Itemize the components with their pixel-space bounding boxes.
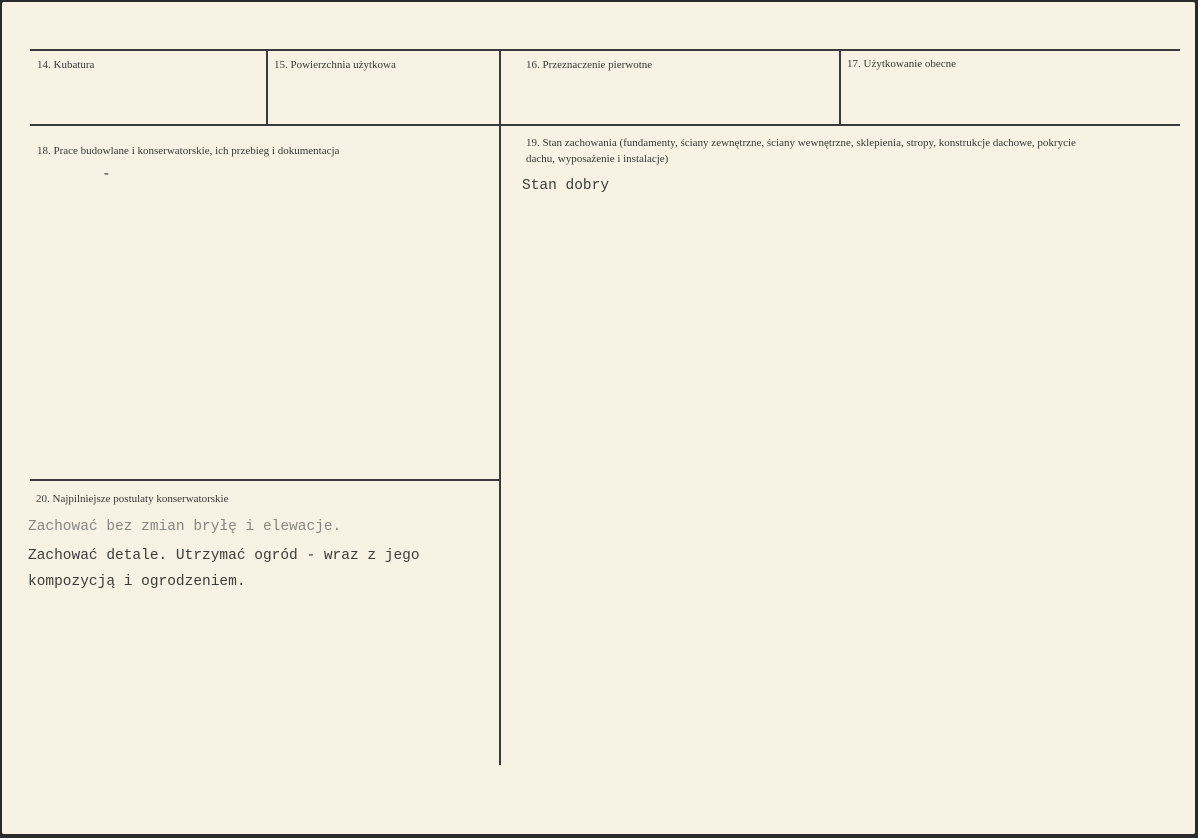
row3-rule (30, 479, 499, 481)
divider-16-17 (839, 50, 841, 124)
field-14-label: 14. Kubatura (37, 59, 95, 71)
field-16-label: 16. Przeznaczenie pierwotne (526, 59, 653, 71)
field-20-entry-line-3: kompozycją i ogrodzeniem. (28, 574, 246, 590)
field-20-entry-line-1: Zachować bez zmian bryłę i elewacje. (28, 519, 342, 535)
field-20-entry-line-2: Zachować detale. Utrzymać ogród - wraz z jego (28, 548, 420, 564)
top-rule (30, 49, 1180, 51)
row2-rule (30, 124, 1180, 126)
field-15-label: 15. Powierzchnia użytkowa (274, 59, 396, 71)
form-card (2, 2, 1195, 834)
field-18-label: 18. Prace budowlane i konserwatorskie, ich przebieg i dokumentacja (37, 145, 340, 157)
divider-15-16 (499, 50, 501, 765)
divider-14-15 (266, 50, 268, 124)
field-20-label: 20. Najpilniejsze postulaty konserwatorskie (36, 493, 229, 505)
field-18-entry: - (102, 167, 111, 183)
field-19-label: 19. Stan zachowania (fundamenty, ściany zewnętrzne, ściany wewnętrzne, sklepienia, stropy, konstrukcje dachowe, pokrycie dachu, wyposażenie i instalacje) (526, 137, 1076, 165)
field-17-label: 17. Użytkowanie obecne (847, 58, 957, 70)
field-19-entry: Stan dobry (522, 178, 610, 194)
